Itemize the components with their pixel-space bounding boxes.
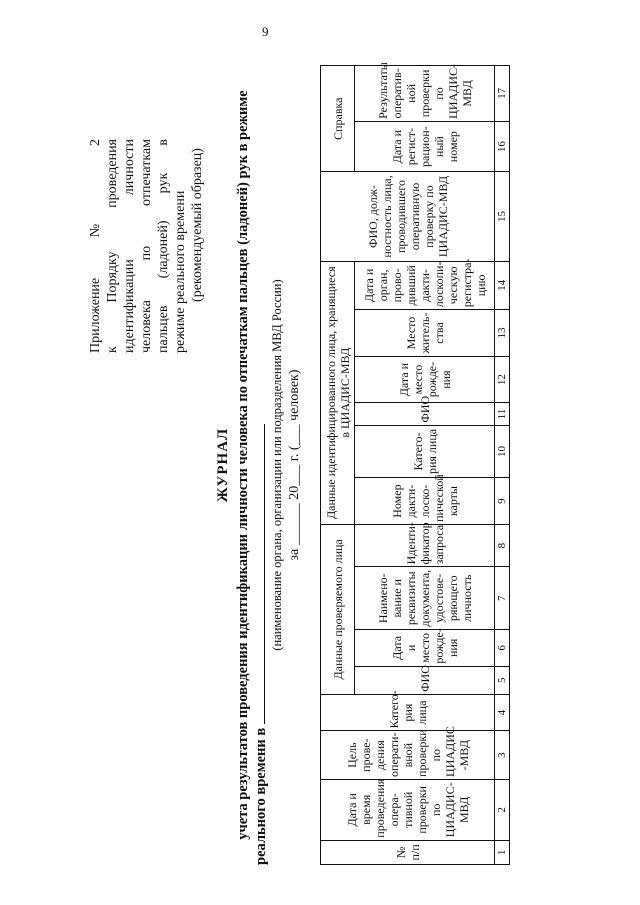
journal-subtitle-line2 (252, 424, 270, 865)
col-identified-fio-header: ФИО (355, 403, 495, 425)
col-official-header: ФИО, долж-ностность лица, проводившего оперативную проверку по ЦИАДИС-МВД (321, 172, 495, 261)
col-identified-category-header: Катего-рия лица (355, 425, 495, 478)
col-checked-document-header: Наимено-вание и реквизиты документа, удостове-ряющего личность (355, 567, 495, 630)
organization-caption: (наименование органа, организации или подразделения МВД России) (270, 279, 284, 651)
column-number: 12 (495, 356, 510, 403)
column-number: 4 (495, 694, 510, 730)
recommended-note: (рекомендуемый образец) (190, 148, 205, 302)
column-number: 8 (495, 524, 510, 567)
group-reference-header: Справка (321, 66, 355, 172)
group-identified-person-header: Данные идентифицированного лица, хранящиеся в ЦИАДИС-МВД (321, 261, 355, 524)
period-line: за ______ 20___ г. (___ человек) (287, 369, 302, 561)
col-reference-date-header: Дата и регист-рацион-ный номер (355, 121, 495, 172)
journal-table (320, 62, 510, 865)
journal-subtitle-text: реального времени в (253, 727, 269, 865)
appendix-line: идентификации личности (122, 139, 137, 353)
column-number: 5 (495, 666, 510, 694)
appendix-line: режиме реального времени (173, 190, 188, 353)
col-reference-result-header: Результаты оператив-ной проверки по ЦИАДИС-МВД (355, 66, 495, 122)
group-checked-person-header: Данные проверяемого лица (321, 524, 355, 694)
rotated-page-content (65, 62, 605, 865)
column-number-row (495, 66, 510, 865)
col-card-number-header: Номер дакти-лоско-пической карты (355, 478, 495, 525)
col-identified-residence-header: Место житель-ства (355, 310, 495, 357)
col-identified-birth-header: Дата и место рожде-ния (355, 356, 495, 403)
col-request-id-header: Иденти-фикатор запроса (355, 524, 495, 567)
column-number: 10 (495, 425, 510, 478)
column-number: 16 (495, 121, 510, 172)
organization-blank-line (252, 424, 265, 724)
journal-subtitle: учета результатов проведения идентификации личности человека по отпечаткам пальцев (ладоней) рук в режиме (235, 90, 251, 840)
col-number-header: № п/п (321, 840, 495, 864)
column-number: 15 (495, 172, 510, 261)
col-checked-fio-header: ФИО (355, 666, 495, 694)
appendix-line: человека по отпечаткам (139, 139, 154, 353)
appendix-block (87, 139, 189, 353)
column-number: 2 (495, 779, 510, 840)
column-number: 1 (495, 840, 510, 864)
column-number: 9 (495, 478, 510, 525)
column-number: 11 (495, 403, 510, 425)
col-checked-birth-header: Дата и место рожде-ния (355, 630, 495, 666)
appendix-line: Приложение № 2 (88, 139, 103, 353)
column-number: 14 (495, 261, 510, 310)
col-check-purpose-header: Цель прове-дения операти-вной проверки по ЦИАДИС -МВД (321, 731, 495, 780)
col-person-category-header: Катего-рия лица (321, 694, 495, 730)
column-number: 13 (495, 310, 510, 357)
column-number: 3 (495, 731, 510, 780)
appendix-line: к Порядку проведения (105, 139, 120, 353)
page-number: 9 (262, 24, 269, 39)
column-number: 7 (495, 567, 510, 630)
appendix-line: пальцев (ладоней) рук в (156, 139, 171, 353)
column-number: 6 (495, 630, 510, 666)
column-number: 17 (495, 66, 510, 122)
journal-title: ЖУРНАЛ (215, 427, 231, 503)
col-check-datetime-header: Дата и время проведения опера-тивной проверки по ЦИАДИС-МВД (321, 779, 495, 840)
col-registration-header: Дата и орган, прово-дивший дакти-лоскопи-ческую регистра-цию (355, 261, 495, 310)
